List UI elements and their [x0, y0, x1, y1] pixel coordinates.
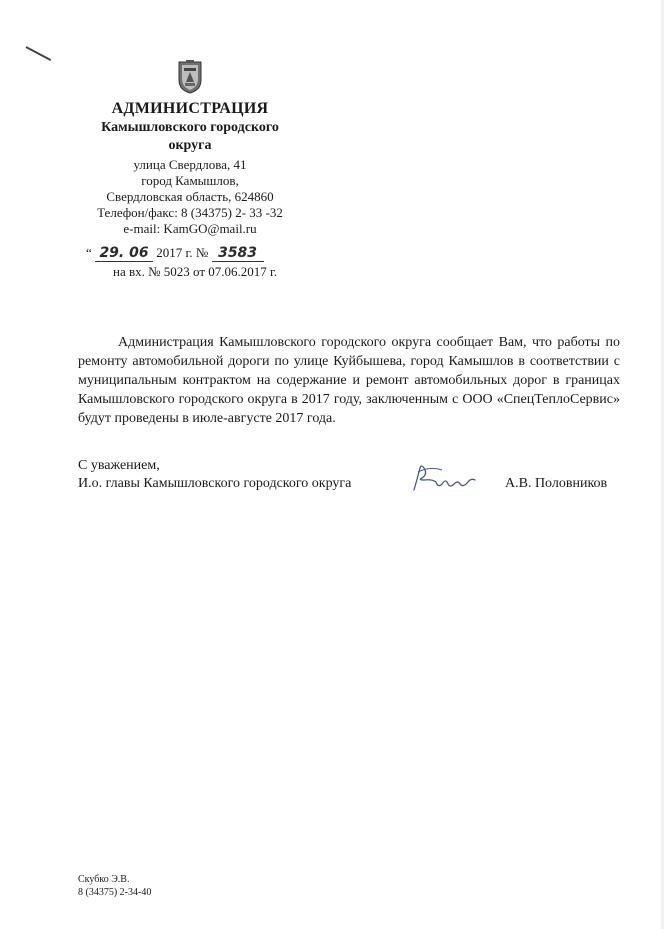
signer-name: А.В. Половников: [505, 476, 608, 491]
scan-mark: [26, 46, 52, 61]
organization-subtitle-line2: округа: [168, 138, 212, 153]
phone-fax: Телефон/факс: 8 (34375) 2- 33 -32: [97, 205, 283, 220]
open-quote: “: [86, 245, 92, 260]
organization-title: АДМИНИСТРАЦИЯ: [111, 100, 269, 117]
year-number-label: 2017 г. №: [156, 245, 209, 260]
coat-of-arms-icon: [176, 60, 204, 94]
incoming-reference: на вх. № 5023 от 07.06.2017 г.: [113, 264, 278, 279]
letter-body: Администрация Камышловского городского округа сообщает Вам, что работы по ремонту автомобильной дороги по улице Куйбышева, город Камышлов в соответствии с муниципальным контрактом на содержание и ремонт автомобильных дорог в границах Камышловского городского округа в 2017 году, заключенным с ООО «СпецТеплоСервис» будут проведены в июле-августе 2017 года.: [78, 335, 620, 426]
organization-subtitle-line1: Камышловского городского: [101, 120, 279, 135]
address-region: Свердловская область, 624860: [106, 189, 274, 204]
email: e-mail: KamGO@mail.ru: [123, 221, 257, 236]
handwritten-signature: [408, 462, 480, 494]
handwritten-date: 29. 06: [95, 245, 153, 262]
signer-position: И.о. главы Камышловского городского округа: [78, 476, 352, 491]
outgoing-date-line: [86, 245, 264, 262]
greeting: С уважением,: [78, 458, 160, 473]
address-street: улица Свердлова, 41: [133, 157, 247, 172]
address-city: город Камышлов,: [141, 173, 239, 188]
executor-phone: 8 (34375) 2-34-40: [78, 887, 152, 898]
handwritten-number: 3583: [212, 245, 264, 262]
executor-name: Скубко Э.В.: [78, 874, 130, 885]
